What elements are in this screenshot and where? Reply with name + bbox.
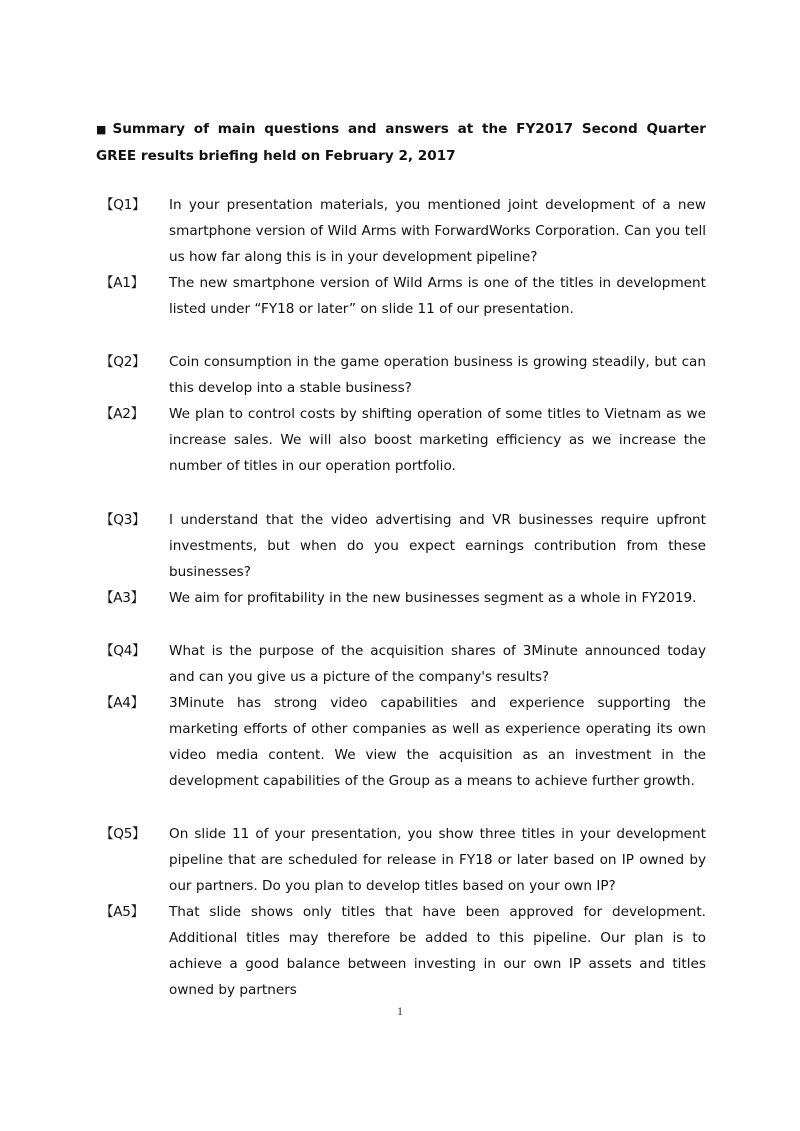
question-text: I understand that the video advertising and VR businesses require upfront investments, but when do you expect earnings contribution from these businesses? [169,512,706,580]
answer-row [100,899,706,1003]
question-label: 【Q4】 [100,643,146,659]
page-title [96,116,706,169]
question-label: 【Q2】 [100,354,146,370]
qa-block-1 [100,192,706,322]
answer-label: 【A2】 [100,406,144,422]
qa-block-4 [100,638,706,794]
page-title-text: Summary of main questions and answers at the FY2017 Second Quarter GREE results briefing held on February 2, 2017 [96,121,706,164]
answer-row [100,585,706,611]
question-label: 【Q1】 [100,197,146,213]
question-label: 【Q3】 [100,512,146,528]
answer-label: 【A4】 [100,695,144,711]
question-text: In your presentation materials, you mentioned joint development of a new smartphone version of Wild Arms with ForwardWorks Corporation. Can you tell us how far along this is in your development pipeline? [169,197,706,265]
answer-label: 【A3】 [100,590,144,606]
question-text: On slide 11 of your presentation, you show three titles in your development pipeline that are scheduled for release in FY18 or later based on IP owned by our partners. Do you plan to develop titles based on your own IP? [169,826,706,894]
answer-text: We plan to control costs by shifting operation of some titles to Vietnam as we increase sales. We will also boost marketing efficiency as we increase the number of titles in our operation portfolio. [169,406,706,474]
qa-block-3 [100,507,706,611]
page-number: 1 [397,1004,403,1018]
question-row [100,821,706,899]
qa-block-2 [100,349,706,479]
square-bullet-icon: ■ [96,123,111,136]
question-row [100,349,706,401]
question-text: What is the purpose of the acquisition shares of 3Minute announced today and can you give us a picture of the company's results? [169,643,706,685]
answer-row [100,690,706,794]
question-row [100,507,706,585]
answer-text: 3Minute has strong video capabilities and experience supporting the marketing efforts of other companies as well as experience operating its own video media content. We view the acquisition as an investment in the development capabilities of the Group as a means to achieve further growth. [169,695,706,789]
question-label: 【Q5】 [100,826,146,842]
question-row [100,192,706,270]
question-text: Coin consumption in the game operation business is growing steadily, but can this develop into a stable business? [169,354,706,396]
answer-text: We aim for profitability in the new businesses segment as a whole in FY2019. [169,590,697,606]
answer-text: The new smartphone version of Wild Arms is one of the titles in development listed under “FY18 or later” on slide 11 of our presentation. [169,275,706,317]
answer-label: 【A1】 [100,275,144,291]
answer-label: 【A5】 [100,904,144,920]
answer-row [100,270,706,322]
qa-block-5 [100,821,706,1003]
answer-row [100,401,706,479]
question-row [100,638,706,690]
answer-text: That slide shows only titles that have been approved for development. Additional titles may therefore be added to this pipeline. Our plan is to achieve a good balance between investing in our own IP assets and titles owned by partners [169,904,706,998]
